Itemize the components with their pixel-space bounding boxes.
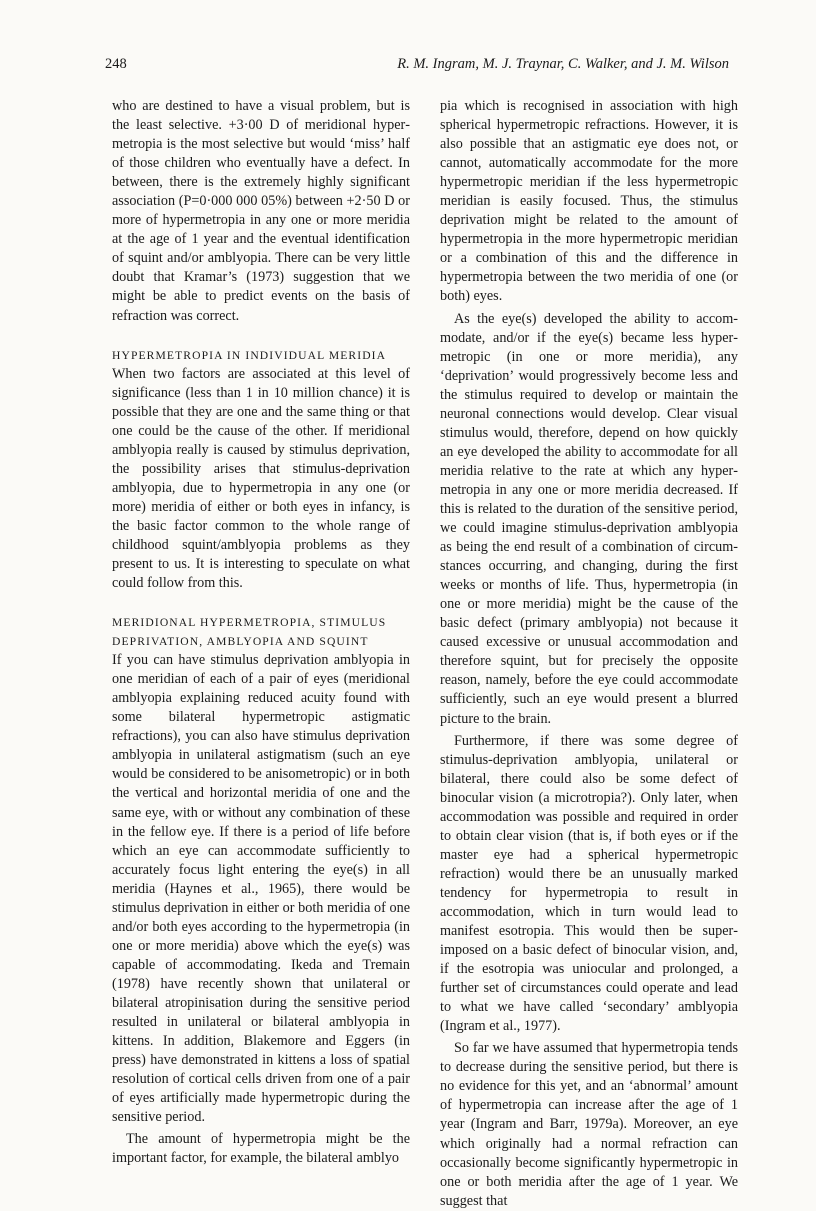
paragraph: As the eye(s) developed the ability to accommodate, and/or if the eye(s) became less hypermetropic (in one or more meridia), any ‘deprivation’ would progressively become less and the stimulus required to develop or maintain the neuronal connections would develop. Clear visual stimulus would, therefore, depend on how quickly an eye developed the ability to accommodate for all meridia relative to the rate at which any hypermetropia in any one or more meridia decreased. If this is related to the duration of the sensitive period, we could imagine stimulus-deprivation amblyopia as being the end result of a combination of circumstances occurring, and changing, during the first weeks or months of life. Thus, hypermetropia (in one or more meridia) might be the cause of the basic defect (primary amblyopia) not because it caused excessive or unusual accommodation and therefore squint, but for precisely the opposite reason, namely, before the eye could accommodate sufficiently, such an eye would present a blurred picture to the brain.: [440, 310, 738, 727]
paragraph: If you can have stimulus deprivation amblyopia in one meridian of each of a pair of eyes (meridional amblyopia explaining reduced acuity found with some bilateral hypermetropic astigmatic refractions), you can also have stimulus deprivation amblyopia in unilateral astigmatism (such an eye would be considered to be anisometropic) or in both the vertical and horizontal meridia of one and the same eye, with or without any combination of these in the fellow eye. If there is a period of life before which an eye can accommodate sufficiently to accurately focus light entering the eye(s) in all meridia (Haynes et al., 1965), there would be stimulus deprivation in either or both meridia of one and/or both eyes according to the hypermetropia (in one or more meridia) above which the eye(s) was capable of accommodating. Ikeda and Tremain (1978) have recently shown that unilateral or bilateral atropinisation during the sensitive period resulted in unilateral or bilateral amblyopia in kittens. In addition, Blakemore and Eggers (in press) have demonstrated in kittens a loss of spatial resolution of cortical cells driven from one of a pair of eyes artificially made hypermetropic during the sensitive period.: [112, 652, 410, 1126]
running-head-authors: R. M. Ingram, M. J. Traynar, C. Walker, and J. M. Wilson: [397, 56, 729, 72]
heading-line: DEPRIVATION, AMBLYOPIA AND SQUINT: [112, 635, 369, 649]
paragraph: So far we have assumed that hypermetropia tends to decrease during the sensitive period, but there is no evidence for this yet, and an ‘abnormal’ amount of hypermetropia can increase after the age of 1 year (Ingram and Barr, 1979a). Moreover, an eye which originally had a normal refraction can occasionally become significantly hypermetropic in one or both meridia after the age of 1 year. We suggest that: [440, 1040, 738, 1209]
paragraph: The amount of hypermetropia might be the important factor, for example, the bilateral amblyo: [112, 1131, 410, 1167]
paragraph: When two factors are associated at this level of significance (less than 1 in 10 million chance) it is possible that they are one and the same thing or that one could be the cause of the other. If meridional amblyopia really is caused by stimulus deprivation, the possibility arises that stimulus-deprivation amblyopia, due to hypermetropia in any one (or more) meridia of either or both eyes in infancy, is the basic factor common to the whole range of childhood squint/amblyopia problems as they present to us. It is interesting to speculate on what could follow from this.: [112, 365, 410, 592]
paragraph: pia which is recognised in association with high spherical hypermetropic refractions. However, it is also possible that an astigmatic eye does not, or cannot, automatically accommodate for the more hypermetropic meridian if the less hypermetropic meridian is easily focused. Thus, the stimulus deprivation might be related to the amount of hypermetropia in the more hypermetropic meridian or a combination of this and the difference in hypermetropia between the two meridia of one (or both) eyes.: [440, 98, 738, 305]
paragraph: Furthermore, if there was some degree of stimulus-deprivation amblyopia, unilateral or bilateral, there could also be some defect of binocular vision (a microtropia?). Only later, when accommodation was possible and required in order to obtain clear vision (that is, if both eyes or if the master eye had a spherical hypermetropic refraction) would there be an unusually marked tendency for hypermetropia to result in accommodation, which in turn would lead to manifest esotropia. This would then be superimposed on a basic defect of binocular vision, and, if the esotropia was uniocular and prolonged, a further set of circumstances could operate and lead to what we have called ‘secondary’ amblyopia (Ingram et al., 1977).: [440, 732, 738, 1035]
right-column: [440, 97, 738, 1211]
page-number: 248: [105, 56, 127, 72]
heading-line: MERIDIONAL HYPERMETROPIA, STIMULUS: [112, 616, 387, 630]
left-column: [112, 97, 410, 1168]
section-heading-hypermetropia-meridia: HYPERMETROPIA IN INDIVIDUAL MERIDIA: [112, 348, 387, 362]
paragraph: who are destined to have a visual problem, but is the least selective. +3·00 D of meridional hypermetropia is the most selective but would ‘miss’ half of those children who eventually have a defect. In between, there is the extremely highly significant association (P=0·000 000 05%) between +2·50 D or more of hypermetropia in any one or more meridia at the age of 1 year and the eventual identification of squint and/or amblyopia. There can be very little doubt that Kramar’s (1973) suggestion that we might be able to predict events on the basis of refraction was correct.: [112, 98, 410, 324]
page-header: [105, 56, 729, 76]
section-heading-meridional-hypermetropia: [112, 613, 410, 651]
